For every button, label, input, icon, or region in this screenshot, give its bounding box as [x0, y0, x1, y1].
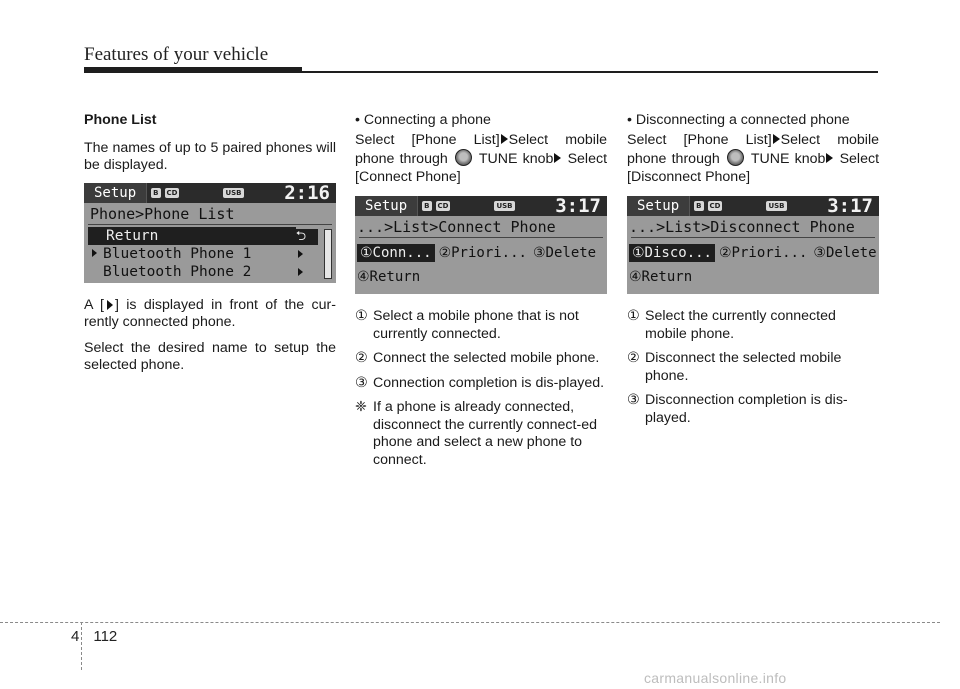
return-menu-item: Return — [88, 227, 296, 245]
list-item — [355, 375, 607, 393]
steps-list — [627, 308, 879, 427]
screen-divider — [359, 237, 603, 238]
menu-item-delete: ③Delete — [813, 245, 877, 261]
chapter-number: 4 — [71, 628, 80, 645]
screen-clock: 3:17 — [555, 196, 601, 217]
step-text: Connection completion is dis-played. — [373, 374, 605, 391]
phone-name: Bluetooth Phone 2 — [103, 263, 252, 280]
paragraph — [84, 297, 336, 332]
bullet-heading: • Connecting a phone — [355, 112, 491, 128]
steps-list — [355, 308, 607, 392]
column-disconnecting — [627, 112, 879, 434]
text-fragment: Select [Disconnect Phone] — [627, 151, 880, 185]
step-number: ③ — [355, 374, 368, 391]
text-fragment: Select mobile phone through — [627, 131, 879, 167]
watermark: carmanualsonline.info — [644, 670, 787, 686]
chevron-right-icon — [298, 268, 303, 276]
screen-path: Phone>Phone List — [90, 204, 235, 223]
screen-menu — [357, 244, 607, 262]
screen-topbar — [627, 196, 879, 216]
note — [355, 399, 607, 469]
section-title: Phone List — [84, 112, 157, 128]
text-fragment: ] is displayed in front of the cur-rently connected phone. — [84, 296, 336, 330]
text-fragment: Select [Phone List] — [627, 131, 772, 148]
bluetooth-icon: B — [696, 202, 702, 210]
usb-icon: USB — [225, 188, 242, 197]
list-item — [627, 392, 879, 427]
arrow-icon — [826, 153, 833, 163]
setup-tab: Setup — [627, 196, 690, 216]
step-text: Select the currently connected mobile phone. — [645, 308, 836, 342]
note-text: If a phone is already connected, disconnect the currently connect-ed phone and select a new phone to connect. — [373, 399, 597, 468]
bluetooth-icon: B — [424, 202, 430, 210]
screen-menu — [629, 244, 879, 262]
text-fragment: A [ — [84, 296, 104, 313]
bullet-heading: • Disconnecting a connected phone — [627, 112, 850, 128]
disconnect-phone-screen — [627, 196, 879, 294]
paragraph: Select the desired name to setup the selected phone. — [84, 339, 336, 373]
list-item — [84, 263, 336, 281]
tune-knob-icon — [455, 149, 472, 166]
note-mark-icon: ❈ — [355, 399, 367, 415]
scrollbar — [324, 229, 332, 279]
page-header-title: Features of your vehicle — [84, 44, 269, 65]
menu-item-delete: ③Delete — [532, 245, 597, 261]
menu-item-return: ④Return — [357, 269, 421, 285]
instruction — [355, 132, 607, 187]
cd-icon: CD — [437, 202, 449, 210]
phone-list-screen — [84, 183, 336, 283]
page-number-value: 112 — [93, 628, 118, 645]
setup-tab: Setup — [84, 183, 147, 203]
screen-divider — [631, 237, 875, 238]
menu-item-priority: ②Priori... — [438, 245, 527, 261]
screen-path: ...>List>Disconnect Phone — [629, 218, 855, 236]
phone-name: Bluetooth Phone 1 — [103, 245, 252, 262]
text-fragment: Select [Phone List] — [355, 131, 500, 148]
step-number: ② — [627, 350, 640, 366]
menu-item-return: ④Return — [629, 269, 693, 285]
text-fragment: Select [Connect Phone] — [355, 151, 608, 185]
play-triangle-icon — [104, 299, 115, 311]
step-text: Select a mobile phone that is not currently connected. — [373, 308, 579, 342]
screen-topbar — [355, 196, 607, 216]
step-text: Connect the selected mobile phone. — [373, 350, 600, 366]
usb-icon: USB — [496, 202, 513, 210]
instruction — [627, 132, 879, 187]
list-item — [355, 350, 607, 368]
screen-topbar — [84, 183, 336, 203]
column-connecting — [355, 112, 607, 469]
header-rule-thin — [84, 71, 878, 73]
arrow-icon — [554, 153, 561, 163]
list-item — [627, 350, 879, 385]
list-item — [355, 308, 607, 343]
screen-path: ...>List>Connect Phone — [357, 218, 556, 236]
list-item — [84, 245, 336, 263]
arrow-icon — [501, 134, 508, 144]
menu-item-priority: ②Priori... — [718, 245, 808, 261]
step-number: ① — [627, 308, 640, 324]
arrow-icon — [773, 134, 780, 144]
screen-divider — [88, 224, 332, 225]
page-number — [71, 628, 117, 645]
text-fragment: TUNE knob — [750, 151, 826, 167]
tune-knob-icon — [727, 149, 744, 166]
screen-clock: 2:16 — [284, 182, 330, 204]
usb-icon: USB — [768, 202, 785, 210]
list-item — [627, 308, 879, 343]
step-number: ① — [355, 308, 368, 324]
bluetooth-icon: B — [153, 188, 159, 197]
setup-tab: Setup — [355, 196, 418, 216]
chevron-right-icon — [298, 250, 303, 258]
back-icon: ⮌ — [284, 229, 318, 245]
footer-divider — [0, 622, 940, 623]
menu-item-connect: ①Conn... — [357, 244, 435, 262]
step-text: Disconnection completion is dis-played. — [645, 392, 848, 426]
paragraph: The names of up to 5 paired phones will be displayed. — [84, 139, 336, 173]
column-phone-list — [84, 112, 336, 383]
cd-icon: CD — [166, 188, 178, 197]
cd-icon: CD — [709, 202, 721, 210]
screen-clock: 3:17 — [827, 196, 873, 217]
connect-phone-screen — [355, 196, 607, 294]
step-number: ③ — [627, 392, 640, 408]
step-text: Disconnect the selected mobile phone. — [645, 350, 842, 384]
text-fragment: Select mobile phone through — [355, 131, 607, 167]
connected-arrow-icon — [92, 249, 97, 257]
text-fragment: TUNE knob — [478, 151, 554, 167]
menu-item-disconnect: ①Disco... — [629, 244, 715, 262]
step-number: ② — [355, 350, 368, 366]
